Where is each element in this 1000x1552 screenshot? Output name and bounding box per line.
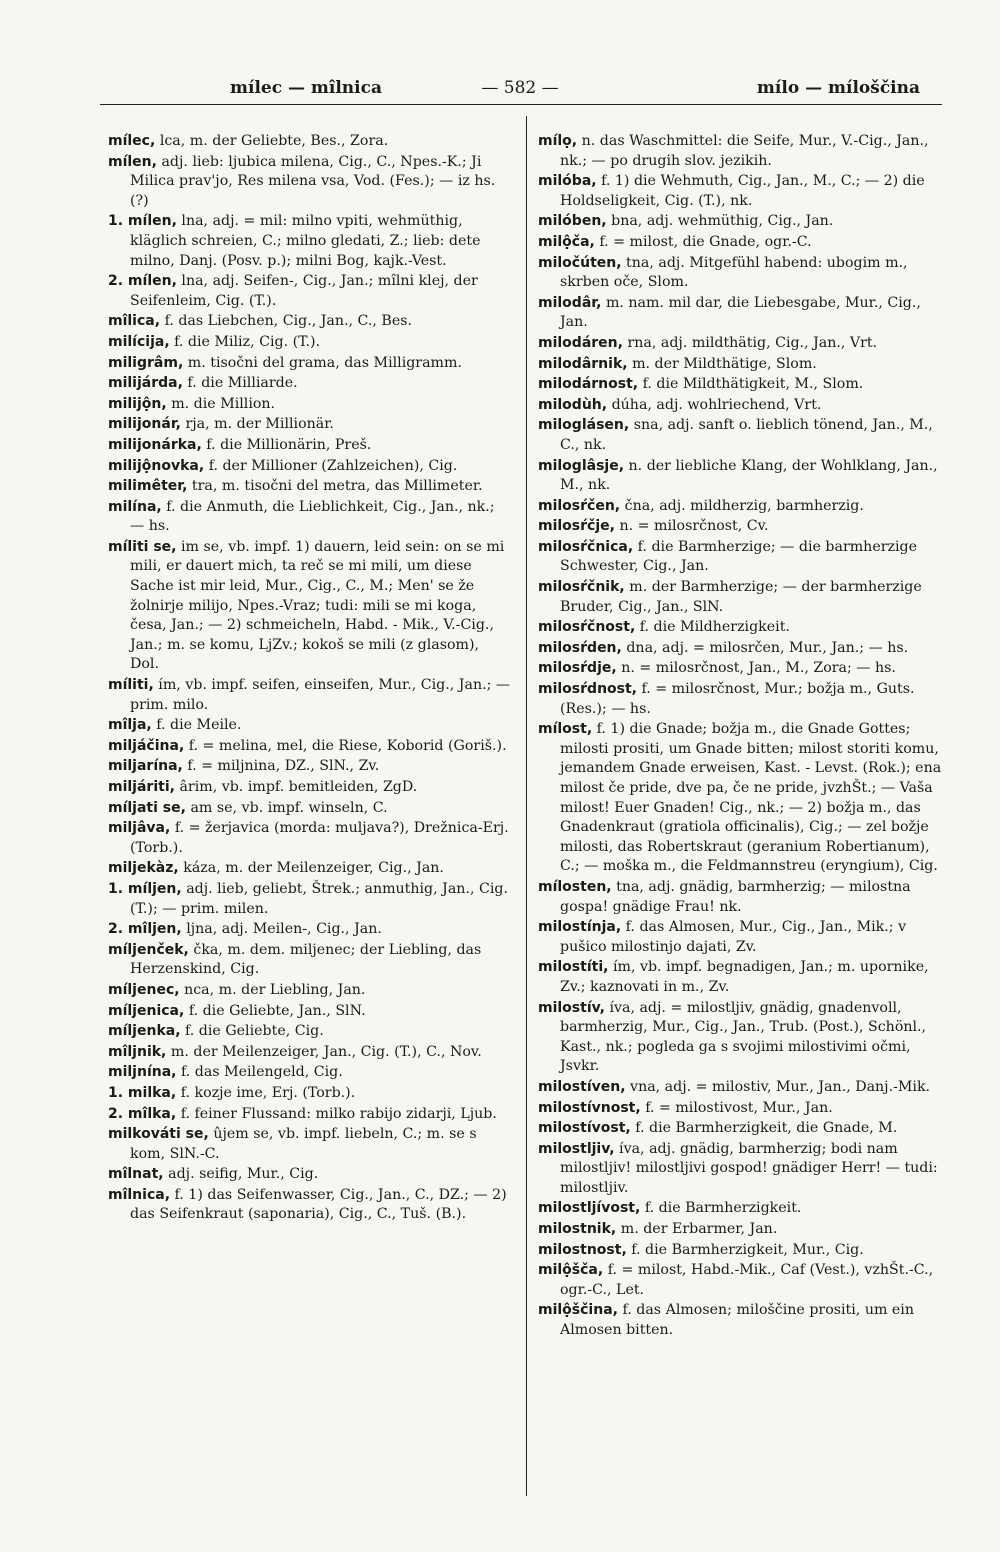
- entry-definition: ím, vb. impf. seifen, einseifen, Mur., Cig., Jan.; — prim. milo.: [130, 677, 511, 713]
- entry-definition: m. der Mildthätige, Slom.: [627, 355, 817, 372]
- entry-definition: f. = žerjavica (morda: muljava?), Drežnica-Erj. (Torb.).: [130, 820, 509, 856]
- dictionary-entry: [538, 1199, 944, 1219]
- dictionary-entry: [538, 1078, 944, 1098]
- entry-headword: milosŕden,: [538, 639, 622, 656]
- dictionary-entry: [538, 958, 944, 997]
- dictionary-entry: [538, 132, 944, 171]
- dictionary-entry: [538, 878, 944, 917]
- right-column: [538, 132, 944, 1512]
- entry-headword: milijonár,: [108, 416, 181, 433]
- entry-definition: dna, adj. = milosrčen, Mur., Jan.; — hs.: [621, 639, 909, 656]
- dictionary-entry: [108, 757, 512, 777]
- entry-definition: m. der Meilenzeiger, Jan., Cig. (T.), C., Nov.: [166, 1043, 482, 1060]
- dictionary-entry: [108, 880, 512, 919]
- entry-headword: míljenček,: [108, 941, 189, 958]
- entry-definition: m. nam. mil dar, die Liebesgabe, Mur., Cig., Jan.: [560, 294, 921, 331]
- entry-headword: miljnína,: [108, 1064, 177, 1081]
- dictionary-entry: [538, 999, 944, 1077]
- entry-definition: ljna, adj. Meilen-, Cig., Jan.: [181, 921, 382, 938]
- entry-definition: f. die Anmuth, die Lieblichkeit, Cig., Jan., nk.; — hs.: [130, 498, 495, 535]
- entry-headword: milodárnost,: [538, 376, 639, 393]
- entry-headword: mílec,: [108, 133, 156, 149]
- dictionary-entry: [538, 1119, 944, 1139]
- dictionary-entry: [108, 153, 512, 212]
- dictionary-entry: [538, 639, 944, 659]
- entry-headword: milimêter,: [108, 478, 188, 495]
- entry-headword: 1. míljen,: [108, 880, 182, 897]
- entry-definition: f. das Almosen, Mur., Cig., Jan., Mik.; v pušico milostinjo dajati, Zv.: [560, 919, 907, 955]
- entry-headword: miloglásen,: [538, 417, 630, 434]
- entry-headword: milosŕdje,: [538, 660, 617, 677]
- entry-definition: íva, adj. gnädig, barmherzig; bodi nam milostljiv! milostljivi gospod! gnädiger Herr! — tudi: milostljiv.: [560, 1140, 938, 1196]
- entry-headword: mílosten,: [538, 878, 612, 895]
- entry-definition: f. = milosrčnost, Mur.; božja m., Guts. (Res.); — hs.: [560, 681, 915, 717]
- entry-headword: miljekàz,: [108, 860, 179, 877]
- entry-definition: f. die Millionärin, Preš.: [201, 436, 372, 453]
- entry-definition: f. = melina, mel, die Riese, Koborid (Goriš.).: [184, 737, 507, 754]
- entry-definition: f. feiner Flussand: milko rabijo zidarji, Ljub.: [176, 1105, 497, 1122]
- dictionary-entry: [538, 538, 944, 577]
- entry-headword: míljenec,: [108, 981, 180, 998]
- entry-definition: dúha, adj. wohlriechend, Vrt.: [607, 396, 822, 413]
- entry-headword: milộščina,: [538, 1302, 618, 1319]
- dictionary-entry: [108, 1125, 512, 1164]
- dictionary-entry: [538, 1301, 944, 1340]
- entry-definition: adj. lieb: ljubica milena, Cig., C., Npes.-K.; Ji Milica prav'jo, Res milena vsa, Vod. (Fes.); — iz hs. (?): [130, 153, 496, 209]
- entry-headword: miljâva,: [108, 820, 171, 837]
- entry-headword: milóben,: [538, 213, 607, 230]
- entry-headword: miločúten,: [538, 254, 622, 271]
- entry-definition: tna, adj. Mitgefühl habend: ubogim m., skrben oče, Slom.: [560, 254, 908, 291]
- dictionary-entry: [538, 375, 944, 395]
- entry-definition: f. 1) das Seifenwasser, Cig., Jan., C., DZ.; — 2) das Seifenkraut (saponaria), Cig., C., Tuš. (B.).: [130, 1186, 507, 1223]
- entry-headword: milosŕdnost,: [538, 681, 637, 698]
- dictionary-entry: [538, 1220, 944, 1240]
- entry-definition: adj. seifig, Mur., Cig.: [163, 1166, 319, 1183]
- entry-headword: míljenica,: [108, 1002, 185, 1019]
- entry-definition: ârim, vb. impf. bemitleiden, ZgD.: [174, 779, 418, 795]
- entry-headword: milijộnovka,: [108, 457, 205, 474]
- entry-definition: f. der Millioner (Zahlzeichen), Cig.: [204, 457, 458, 474]
- dictionary-entry: [108, 981, 512, 1001]
- dictionary-entry: [538, 172, 944, 211]
- dictionary-entry: [538, 396, 944, 416]
- dictionary-entry: [108, 1084, 512, 1104]
- dictionary-entry: [108, 941, 512, 980]
- dictionary-entry: [108, 737, 512, 757]
- entry-definition: ûjem se, vb. impf. liebeln, C.; m. se s kom, SlN.-C.: [130, 1126, 477, 1162]
- entry-headword: milijonárka,: [108, 436, 202, 453]
- entry-headword: 2. mílen,: [108, 273, 177, 290]
- dictionary-entry: [538, 334, 944, 354]
- entry-definition: f. die Barmherzigkeit, die Gnade, M.: [630, 1120, 898, 1137]
- dictionary-entry: [538, 355, 944, 375]
- entry-headword: 2. mîljen,: [108, 921, 182, 938]
- entry-definition: f. die Barmherzige; — die barmherzige Schwester, Cig., Jan.: [560, 538, 917, 575]
- dictionary-entry: [538, 1140, 944, 1199]
- entry-headword: milijộn,: [108, 395, 167, 412]
- entry-definition: íva, adj. = milostljiv, gnädig, gnadenvoll, barmherzig, Mur., Cig., Jan., Trub. (Post.), Schönl., Kast., nk.; pogleda ga s svojimi milostivimi očmi, Jsvkr.: [560, 999, 927, 1075]
- entry-headword: 2. mîlka,: [108, 1105, 177, 1122]
- entry-definition: lna, adj. = mil: milno vpiti, wehmüthig, kläglich schreien, C.; milno gledati, Z.; lieb: dete milno, Danj. (Posv. p.); milni Bog, kajk.-Vest.: [130, 213, 481, 269]
- dictionary-entry: [108, 333, 512, 353]
- entry-definition: f. das Meilengeld, Cig.: [176, 1064, 343, 1081]
- entry-definition: f. das Liebchen, Cig., Jan., C., Bes.: [160, 313, 413, 330]
- dictionary-entry: [108, 132, 512, 152]
- entry-definition: lna, adj. Seifen-, Cig., Jan.; mîlni klej, der Seifenleim, Cig. (T.).: [130, 273, 478, 309]
- dictionary-entry: [108, 212, 512, 271]
- entry-headword: 1. mílen,: [108, 213, 177, 230]
- entry-headword: milostljívost,: [538, 1200, 641, 1217]
- dictionary-entry: [538, 212, 944, 232]
- entry-headword: miljáčina,: [108, 737, 185, 754]
- entry-definition: f. kozje ime, Erj. (Torb.).: [176, 1084, 356, 1101]
- entry-definition: bna, adj. wehmüthig, Cig., Jan.: [606, 213, 834, 230]
- dictionary-entry: [538, 1099, 944, 1119]
- dictionary-entry: [108, 1022, 512, 1042]
- entry-definition: ím, vb. impf. begnadigen, Jan.; m. upornike, Zv.; kaznovati in m., Zv.: [560, 959, 929, 995]
- entry-definition: im se, vb. impf. 1) dauern, leid sein: on se mi mili, er dauert mich, ta reč se mi mili, um diese Sache ist mir leid, Mur., Cig., C., M.; Men' se že žolnirje milijo, Npes.-Vraz; tudi: mili se mi koga, česa, Jan.; — 2) schmeicheln, Habd. - Mik., V.-Cig., Jan.; m. se komu, LjZv.; kokoš se mili (z glasom), Dol.: [130, 538, 505, 673]
- dictionary-entry: [538, 294, 944, 333]
- entry-headword: milosŕčnik,: [538, 579, 625, 596]
- entry-definition: f. die Meile.: [151, 717, 242, 734]
- entry-headword: 1. milka,: [108, 1084, 177, 1101]
- dictionary-entry: [538, 254, 944, 293]
- entry-headword: míliti,: [108, 677, 154, 694]
- entry-headword: miljarína,: [108, 758, 183, 775]
- dictionary-entry: [108, 436, 512, 456]
- entry-headword: miljáriti,: [108, 779, 175, 795]
- entry-headword: milộča,: [538, 233, 595, 250]
- entry-headword: míliti se,: [108, 538, 177, 555]
- entry-definition: tra, m. tisočni del metra, das Millimeter.: [187, 478, 483, 495]
- dictionary-entry: [108, 272, 512, 311]
- dictionary-entry: [538, 720, 944, 877]
- dictionary-entry: [108, 920, 512, 940]
- dictionary-entry: [538, 659, 944, 679]
- dictionary-entry: [108, 676, 512, 715]
- dictionary-entry: [538, 1261, 944, 1300]
- entry-definition: n. das Waschmittel: die Seife, Mur., V.-Cig., Jan., nk.; — po drugih slov. jezikih.: [560, 133, 929, 169]
- entry-headword: milostínja,: [538, 919, 622, 936]
- entry-definition: čna, adj. mildherzig, barmherzig.: [620, 497, 864, 514]
- entry-definition: n. = milosrčnost, Cv.: [614, 518, 769, 535]
- entry-headword: milostnik,: [538, 1221, 617, 1238]
- entry-definition: čka, m. dem. miljenec; der Liebling, das Herzenskind, Cig.: [130, 941, 482, 978]
- dictionary-entry: [108, 1186, 512, 1225]
- dictionary-entry: [538, 517, 944, 537]
- dictionary-entry: [108, 354, 512, 374]
- entry-headword: milostív,: [538, 999, 605, 1016]
- dictionary-entry: [108, 374, 512, 394]
- dictionary-entry: [108, 1002, 512, 1022]
- dictionary-entry: [108, 778, 512, 798]
- entry-definition: f. die Mildthätigkeit, M., Slom.: [638, 376, 864, 393]
- dictionary-entry: [538, 618, 944, 638]
- entry-definition: f. 1) die Wehmuth, Cig., Jan., M., C.; — 2) die Holdseligkeit, Cig. (T.), nk.: [560, 173, 925, 209]
- left-column: [108, 132, 512, 1512]
- entry-definition: f. die Mildherzigkeit.: [635, 619, 790, 636]
- dictionary-entry: [108, 498, 512, 537]
- entry-definition: rna, adj. mildthätig, Cig., Jan., Vrt.: [622, 334, 878, 351]
- entry-definition: f. die Geliebte, Cig.: [180, 1023, 324, 1040]
- entry-definition: vna, adj. = milostiv, Mur., Jan., Danj.-Mik.: [625, 1078, 931, 1095]
- entry-definition: am se, vb. impf. winseln, C.: [185, 799, 388, 816]
- entry-headword: milijárda,: [108, 375, 183, 392]
- dictionary-entry: [108, 538, 512, 675]
- entry-definition: f. = milostivost, Mur., Jan.: [640, 1099, 833, 1116]
- entry-definition: n. = milosrčnost, Jan., M., Zora; — hs.: [616, 660, 896, 677]
- entry-definition: lca, m. der Geliebte, Bes., Zora.: [155, 133, 389, 149]
- entry-headword: milóba,: [538, 173, 597, 190]
- dictionary-entry: [538, 497, 944, 517]
- entry-headword: milostívost,: [538, 1120, 631, 1137]
- entry-headword: miloglâsje,: [538, 457, 625, 474]
- entry-headword: milostíti,: [538, 959, 609, 976]
- entry-headword: mîlnica,: [108, 1186, 171, 1203]
- entry-headword: mílen,: [108, 153, 157, 170]
- entry-definition: f. die Miliz, Cig. (T.).: [169, 333, 321, 350]
- dictionary-entry: [538, 918, 944, 957]
- entry-headword: milodârnik,: [538, 355, 628, 372]
- header-right-guide-words: mílo — míloščina: [756, 78, 920, 98]
- entry-definition: m. der Barmherzige; — der barmherzige Bruder, Cig., Jan., SlN.: [560, 579, 922, 615]
- header-rule: [100, 104, 942, 105]
- entry-headword: milosŕčje,: [538, 518, 615, 535]
- entry-definition: rja, m. der Millionär.: [180, 416, 334, 433]
- entry-headword: miligrâm,: [108, 354, 184, 371]
- entry-definition: f. = milost, die Gnade, ogr.-C.: [594, 233, 812, 250]
- dictionary-entry: [108, 1105, 512, 1125]
- dictionary-entry: [108, 1043, 512, 1063]
- entry-headword: milodùh,: [538, 396, 608, 413]
- entry-definition: f. die Barmherzigkeit, Mur., Cig.: [626, 1241, 864, 1258]
- entry-headword: milosŕčen,: [538, 497, 621, 514]
- entry-headword: míljati se,: [108, 799, 186, 816]
- entry-definition: f. das Almosen; miloščine prositi, um ein Almosen bitten.: [560, 1302, 914, 1339]
- entry-headword: mîljnik,: [108, 1043, 167, 1060]
- entry-headword: milosŕčnost,: [538, 619, 636, 636]
- entry-definition: n. der liebliche Klang, der Wohlklang, Jan., M., nk.: [560, 457, 938, 494]
- dictionary-entry: [108, 799, 512, 819]
- entry-headword: milkováti se,: [108, 1126, 209, 1143]
- dictionary-entry: [108, 457, 512, 477]
- entry-headword: milostívnost,: [538, 1099, 641, 1116]
- entry-definition: m. die Million.: [166, 395, 276, 412]
- entry-headword: milộšča,: [538, 1262, 604, 1279]
- dictionary-entry: [108, 1165, 512, 1185]
- entry-headword: milodâr,: [538, 294, 602, 311]
- dictionary-entry: [108, 819, 512, 858]
- entry-headword: milostíven,: [538, 1078, 626, 1095]
- entry-definition: tna, adj. gnädig, barmherzig; — milostna gospa! gnädige Frau! nk.: [560, 878, 911, 915]
- running-header: [100, 78, 940, 104]
- dictionary-entry: [108, 415, 512, 435]
- entry-headword: milostnost,: [538, 1241, 627, 1258]
- entry-headword: milína,: [108, 498, 162, 515]
- dictionary-entry: [108, 395, 512, 415]
- entry-definition: adj. lieb, geliebt, Štrek.; anmuthig, Jan., Cig. (T.); — prim. milen.: [130, 880, 508, 917]
- dictionary-entry: [108, 859, 512, 879]
- entry-headword: milostljiv,: [538, 1140, 615, 1157]
- entry-headword: mîlica,: [108, 313, 161, 330]
- entry-headword: mílọ,: [538, 133, 578, 149]
- entry-headword: milosŕčnica,: [538, 538, 634, 555]
- entry-definition: f. = miljnina, DZ., SlN., Zv.: [182, 758, 380, 775]
- dictionary-entry: [108, 312, 512, 332]
- dictionary-entry: [108, 477, 512, 497]
- entry-definition: nca, m. der Liebling, Jan.: [179, 981, 366, 998]
- dictionary-entry: [538, 233, 944, 253]
- entry-definition: f. die Barmherzigkeit.: [640, 1200, 802, 1217]
- entry-headword: milícija,: [108, 333, 170, 350]
- dictionary-entry: [538, 1241, 944, 1261]
- dictionary-entry: [538, 680, 944, 719]
- entry-headword: mîlja,: [108, 717, 152, 734]
- entry-definition: f. 1) die Gnade; božja m., die Gnade Gottes; milosti prositi, um Gnade bitten; milost storiti komu, jemandem Gnade erweisen, Kast. - Levst. (Rok.); ena milost če pride, dve pa, če ne pride, jvzhŠt.; — Vaša milost! Euer Gnaden! Cig., nk.; — 2) božja m., das Gnadenkraut (gratiola officinalis), Cig.; — zel božje milosti, das Robertskraut (geranium Robertianum), C.; — moška m., die Feldmannstreu (eryngium), Cig.: [560, 721, 942, 875]
- entry-headword: míljenka,: [108, 1023, 181, 1040]
- entry-definition: m. tisočni del grama, das Milligramm.: [183, 354, 462, 371]
- entry-definition: m. der Erbarmer, Jan.: [616, 1221, 778, 1238]
- header-left-guide-words: mílec — mîlnica: [230, 78, 382, 98]
- dictionary-entry: [538, 578, 944, 617]
- dictionary-entry: [108, 716, 512, 736]
- dictionary-entry: [108, 1063, 512, 1083]
- dictionary-entry: [538, 416, 944, 455]
- column-divider: [526, 116, 527, 1496]
- entry-headword: milodáren,: [538, 334, 623, 351]
- entry-definition: f. = milost, Habd.-Mik., Caf (Vest.), vzhŠt.-C., ogr.-C., Let.: [560, 1262, 934, 1298]
- entry-definition: f. die Geliebte, Jan., SlN.: [184, 1002, 366, 1019]
- entry-definition: sna, adj. sanft o. lieblich tönend, Jan., M., C., nk.: [560, 417, 933, 453]
- entry-definition: f. die Milliarde.: [182, 375, 298, 392]
- entry-definition: káza, m. der Meilenzeiger, Cig., Jan.: [178, 860, 444, 877]
- entry-headword: mílost,: [538, 721, 593, 738]
- dictionary-entry: [538, 457, 944, 496]
- page-number: — 582 —: [481, 78, 559, 98]
- entry-headword: mîlnat,: [108, 1166, 164, 1183]
